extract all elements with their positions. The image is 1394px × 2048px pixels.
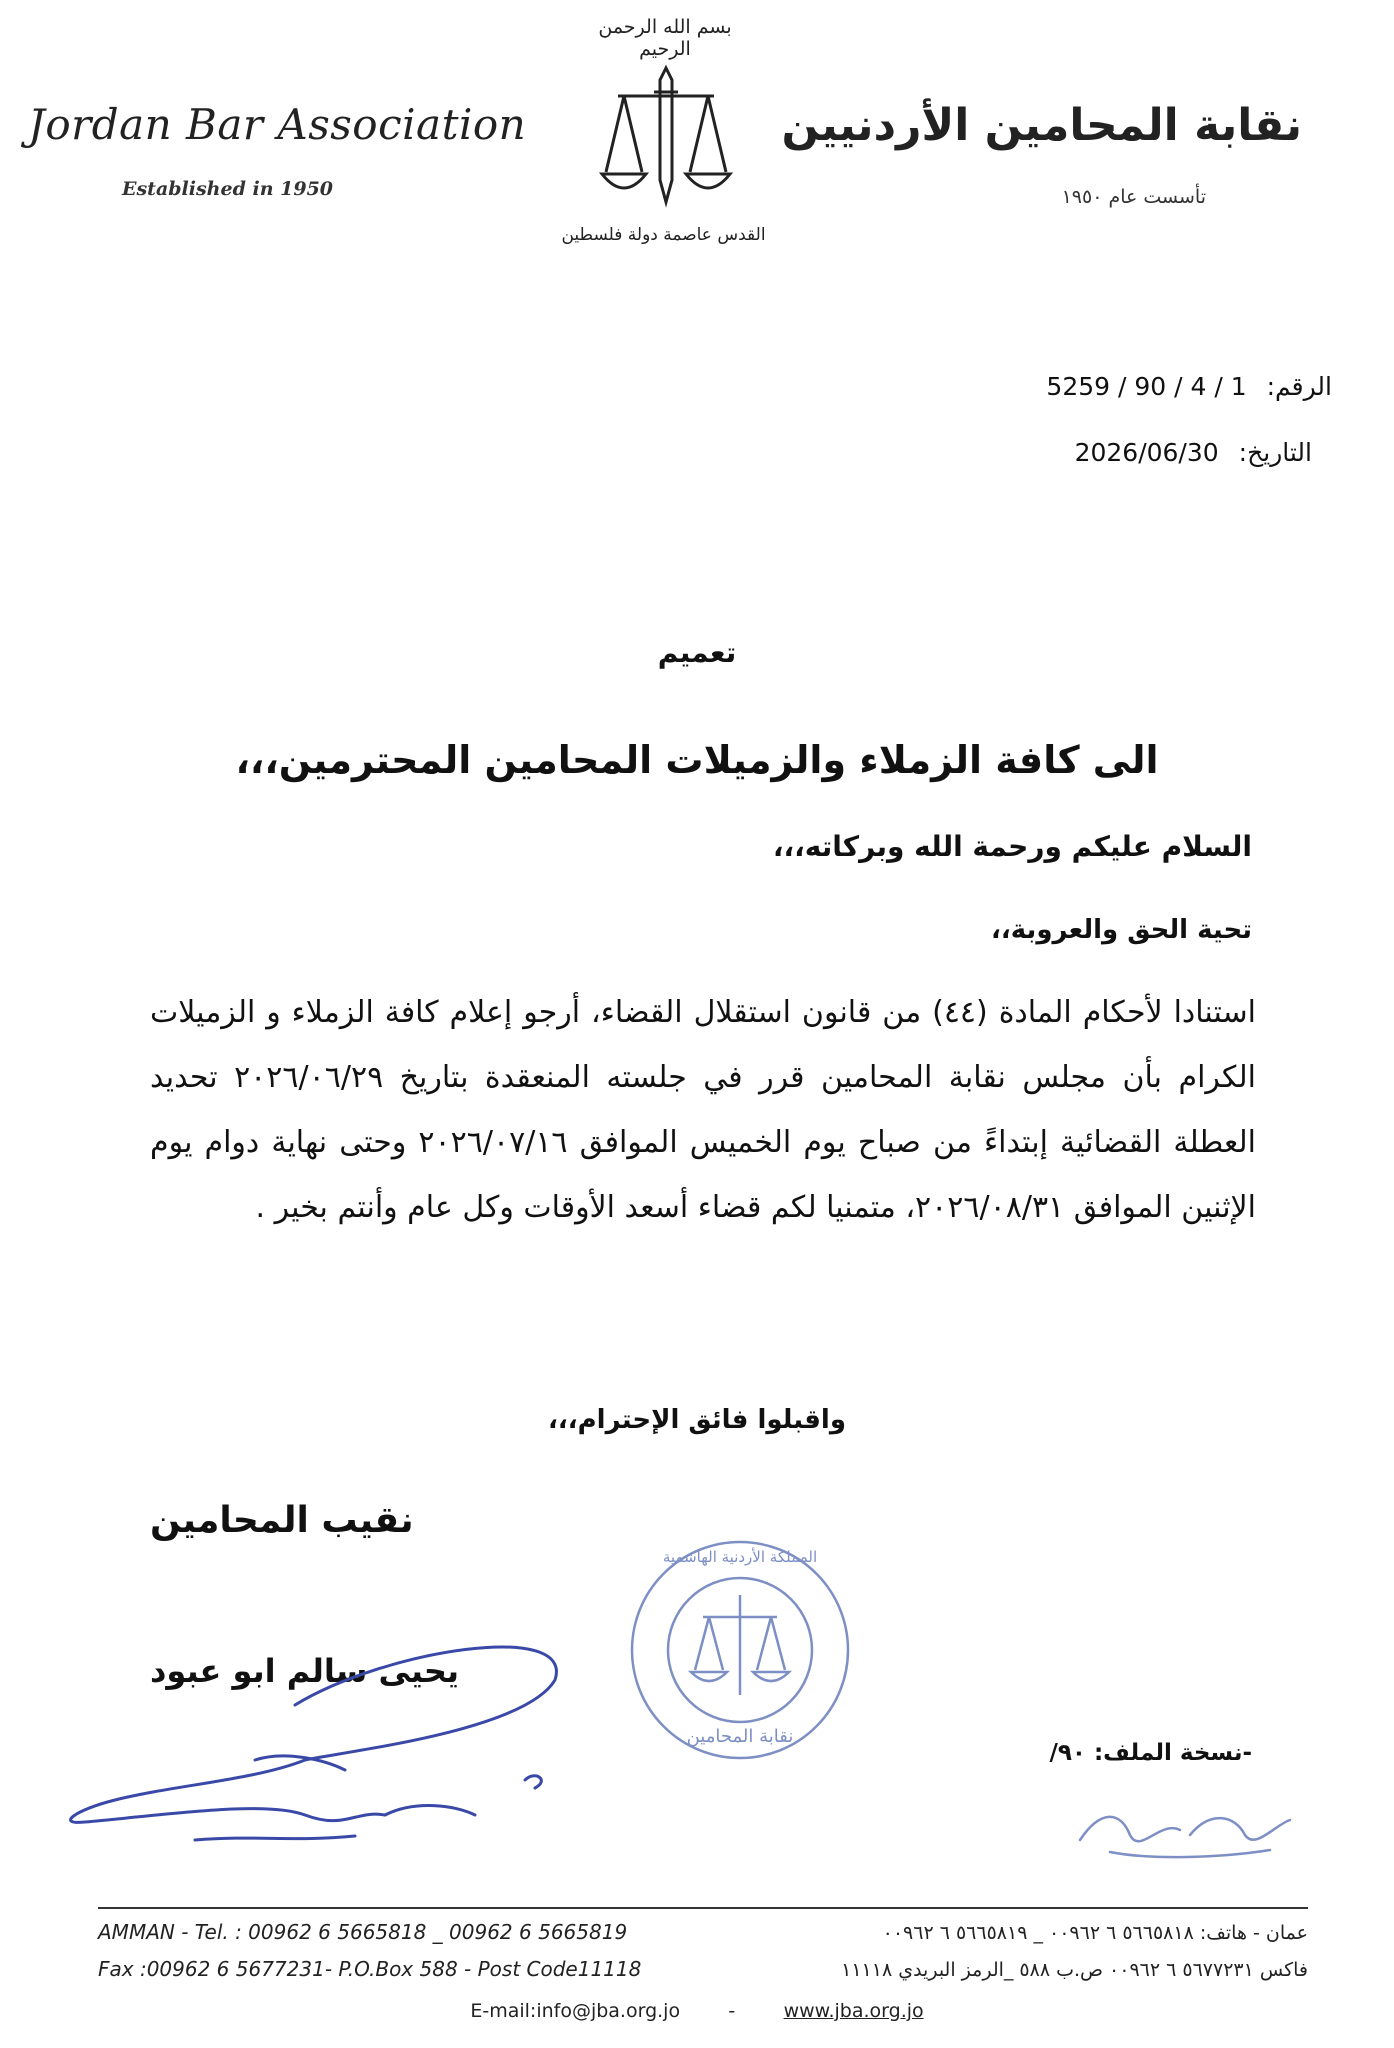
- reference-date-label: التاريخ:: [1238, 438, 1312, 467]
- footer-separator: -: [728, 2000, 736, 2022]
- scales-of-justice-emblem-icon: [596, 62, 736, 212]
- footer-divider: [98, 1907, 1308, 1909]
- signer-name: يحيى سالم ابو عبود: [150, 1652, 459, 1690]
- footer-ar-phone: عمان - هاتف: ٥٦٦٥٨١٨ ٦ ٠٠٩٦٢ _ ٥٦٦٥٨١٩ ٦ ٠٠٩٦٢: [882, 1922, 1308, 1944]
- english-established: Established in 1950: [122, 178, 334, 200]
- reference-date-value: 2026/06/30: [1074, 438, 1219, 467]
- emblem-caption: القدس عاصمة دولة فلسطين: [561, 225, 766, 245]
- footer-email[interactable]: E-mail:info@jba.org.jo: [470, 2000, 681, 2022]
- reference-number-label: الرقم:: [1266, 372, 1332, 401]
- letter-greeting: السلام عليكم ورحمة الله وبركاته،،،: [772, 830, 1252, 863]
- seal-text-top: المملكة الأردنية الهاشمية: [662, 1548, 818, 1566]
- reference-date: [1075, 438, 1312, 467]
- footer-en-fax: Fax :00962 6 5677231- P.O.Box 588 - Post Code11118: [98, 1957, 642, 1981]
- footer-contact: [0, 2000, 1394, 2022]
- handwritten-initials-icon: [1070, 1790, 1300, 1870]
- letter-closing: واقبلوا فائق الإحترام،،،: [547, 1405, 847, 1435]
- footer-website-link[interactable]: www.jba.org.jo: [783, 2000, 924, 2022]
- reference-number-value: 5259 / 90 / 4 / 1: [1046, 372, 1247, 401]
- handwritten-signature-icon: [55, 1610, 595, 1860]
- letter-salutation: تحية الحق والعروبة،،: [991, 915, 1252, 945]
- signer-title: نقيب المحامين: [150, 1500, 414, 1541]
- footer-ar-fax: فاكس ٥٦٧٧٢٣١ ٦ ٠٠٩٦٢ ص.ب ٥٨٨ _الرمز البريدي ١١١١٨: [841, 1959, 1308, 1981]
- letter-addressee: الى كافة الزملاء والزميلات المحامين المحترمين،،،: [235, 738, 1159, 782]
- basmala: بسم الله الرحمن الرحيم: [598, 16, 732, 60]
- footer-en-phone: AMMAN - Tel. : 00962 6 5665818 _ 00962 6 5665819: [98, 1920, 628, 1944]
- file-copy-note: -نسخة الملف: ٩٠/: [1049, 1740, 1252, 1766]
- letter-heading: تعميم: [657, 636, 737, 669]
- seal-text-bottom: نقابة المحامين: [686, 1726, 794, 1747]
- reference-number: [1046, 372, 1332, 401]
- arabic-org-name: نقابة المحامين الأردنيين: [781, 100, 1302, 151]
- arabic-established: تأسست عام ١٩٥٠: [1061, 186, 1206, 208]
- letter-body: استنادا لأحكام المادة (٤٤) من قانون استقلال القضاء، أرجو إعلام كافة الزملاء و الزميلات الكرام بأن مجلس نقابة المحامين قرر في جلسته المنعقدة بتاريخ ٢٠٢٦/٠٦/٢٩ تحديد العطلة القضائية إبتداءً من صباح يوم الخميس الموافق ٢٠٢٦/٠٧/١٦ وحتى نهاية دوام يوم الإثنين الموافق ٢٠٢٦/٠٨/٣١، متمنيا لكم قضاء أسعد الأوقات وكل عام وأنتم بخير .: [150, 995, 1256, 1225]
- english-org-name: Jordan Bar Association: [28, 100, 527, 149]
